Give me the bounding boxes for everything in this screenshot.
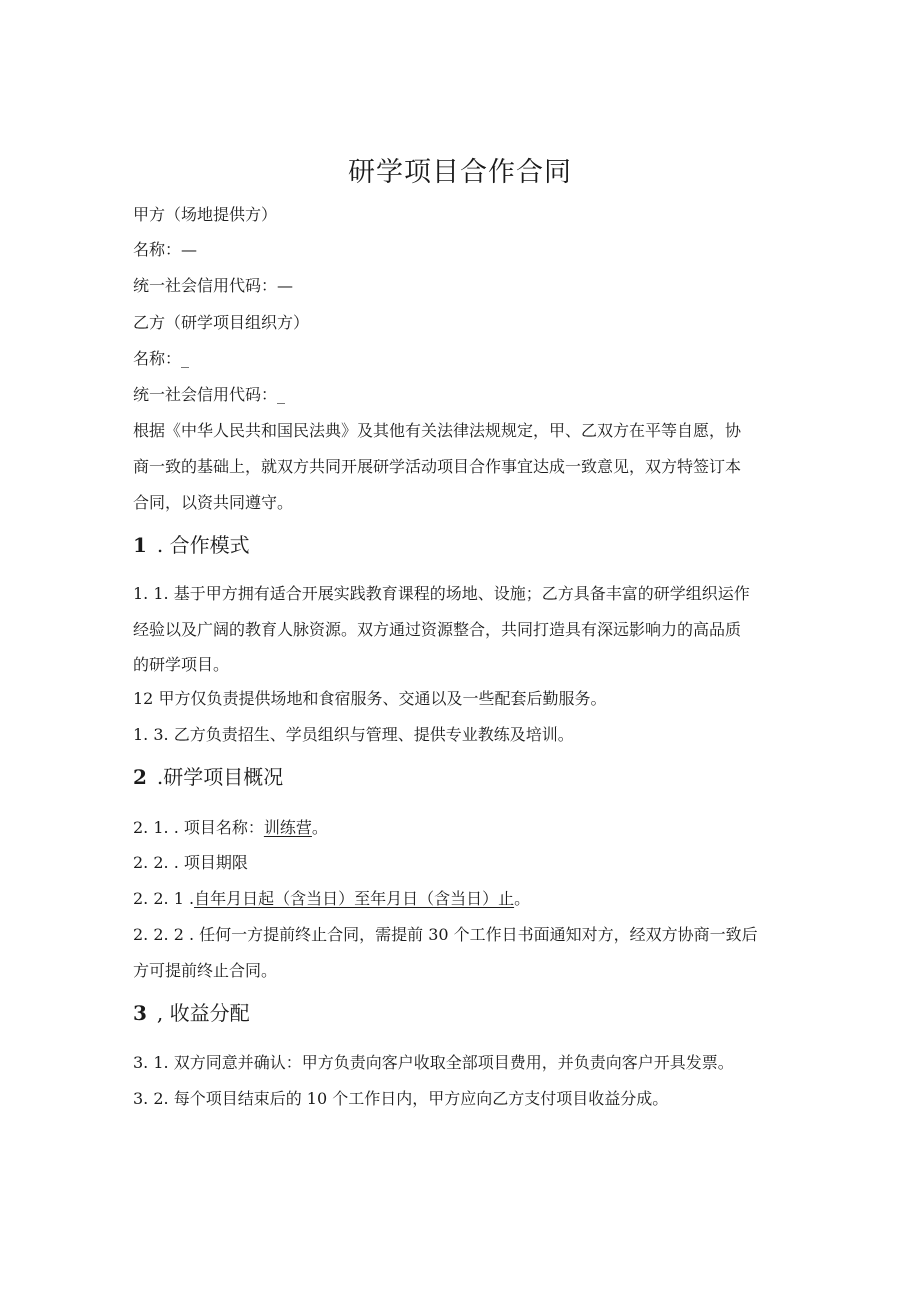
- section-title: , 收益分配: [156, 1001, 250, 1025]
- party-b-credit-code: 统一社会信用代码：_: [133, 385, 286, 404]
- project-period-field: 自年月日起（含当日）至年月日（含当日）止: [194, 889, 515, 908]
- section-number: 1: [133, 533, 147, 557]
- document-title: 研学项目合作合同: [348, 157, 572, 188]
- clause-1-1-line: 经验以及广阔的教育人脉资源。双方通过资源整合，共同打造具有深远影响力的高品质: [133, 620, 742, 639]
- clause-1-3: 1. 3. 乙方负责招生、学员组织与管理、提供专业教练及培训。: [133, 725, 574, 744]
- clause-2-2-1: [133, 889, 530, 909]
- project-name-field: 训练营: [263, 818, 312, 837]
- clause-3-2: 3. 2. 每个项目结束后的 10 个工作日内，甲方应向乙方支付项目收益分成。: [133, 1089, 669, 1108]
- clause-suffix: 。: [311, 818, 328, 837]
- clause-2-2-2-line: 2. 2. 2 . 任何一方提前终止合同，需提前 30 个工作日书面通知对方，经双方协商一致后: [133, 925, 758, 944]
- section-1-heading: [133, 533, 250, 557]
- party-a-credit-code: 统一社会信用代码：—: [133, 276, 294, 295]
- clause-3-1: 3. 1. 双方同意并确认：甲方负责向客户收取全部项目费用，并负责向客户开具发票。: [133, 1053, 734, 1072]
- section-number: 3: [133, 1001, 147, 1025]
- clause-1-2: 12 甲方仅负责提供场地和食宿服务、交通以及一些配套后勤服务。: [133, 689, 607, 708]
- clause-1-1-line: 1. 1. 基于甲方拥有适合开展实践教育课程的场地、设施；乙方具备丰富的研学组织运作: [133, 584, 750, 603]
- clause-2-2-2-line: 方可提前终止合同。: [133, 961, 278, 980]
- clause-2-1: [133, 818, 328, 838]
- party-a-heading: 甲方（场地提供方）: [133, 205, 278, 224]
- party-b-heading: 乙方（研学项目组织方）: [133, 313, 310, 332]
- preamble-line: 合同，以资共同遵守。: [133, 493, 294, 512]
- clause-prefix: 2. 2. 1 .: [133, 889, 195, 908]
- preamble-line: 根据《中华人民共和国民法典》及其他有关法律法规规定，甲、乙双方在平等自愿，协: [133, 421, 742, 440]
- clause-suffix: 。: [514, 889, 531, 908]
- section-3-heading: [133, 1001, 250, 1025]
- section-title: . 合作模式: [156, 533, 250, 557]
- party-b-name: 名称：_: [133, 349, 190, 368]
- section-title: .研学项目概况: [156, 765, 284, 789]
- preamble-line: 商一致的基础上，就双方共同开展研学活动项目合作事宜达成一致意见，双方特签订本: [133, 457, 742, 476]
- clause-prefix: 2. 1. . 项目名称：: [133, 818, 264, 837]
- section-2-heading: [133, 765, 283, 789]
- clause-2-2: 2. 2. . 项目期限: [133, 853, 248, 872]
- clause-1-1-line: 的研学项目。: [133, 655, 230, 674]
- party-a-name: 名称：—: [133, 240, 198, 259]
- section-number: 2: [133, 765, 147, 789]
